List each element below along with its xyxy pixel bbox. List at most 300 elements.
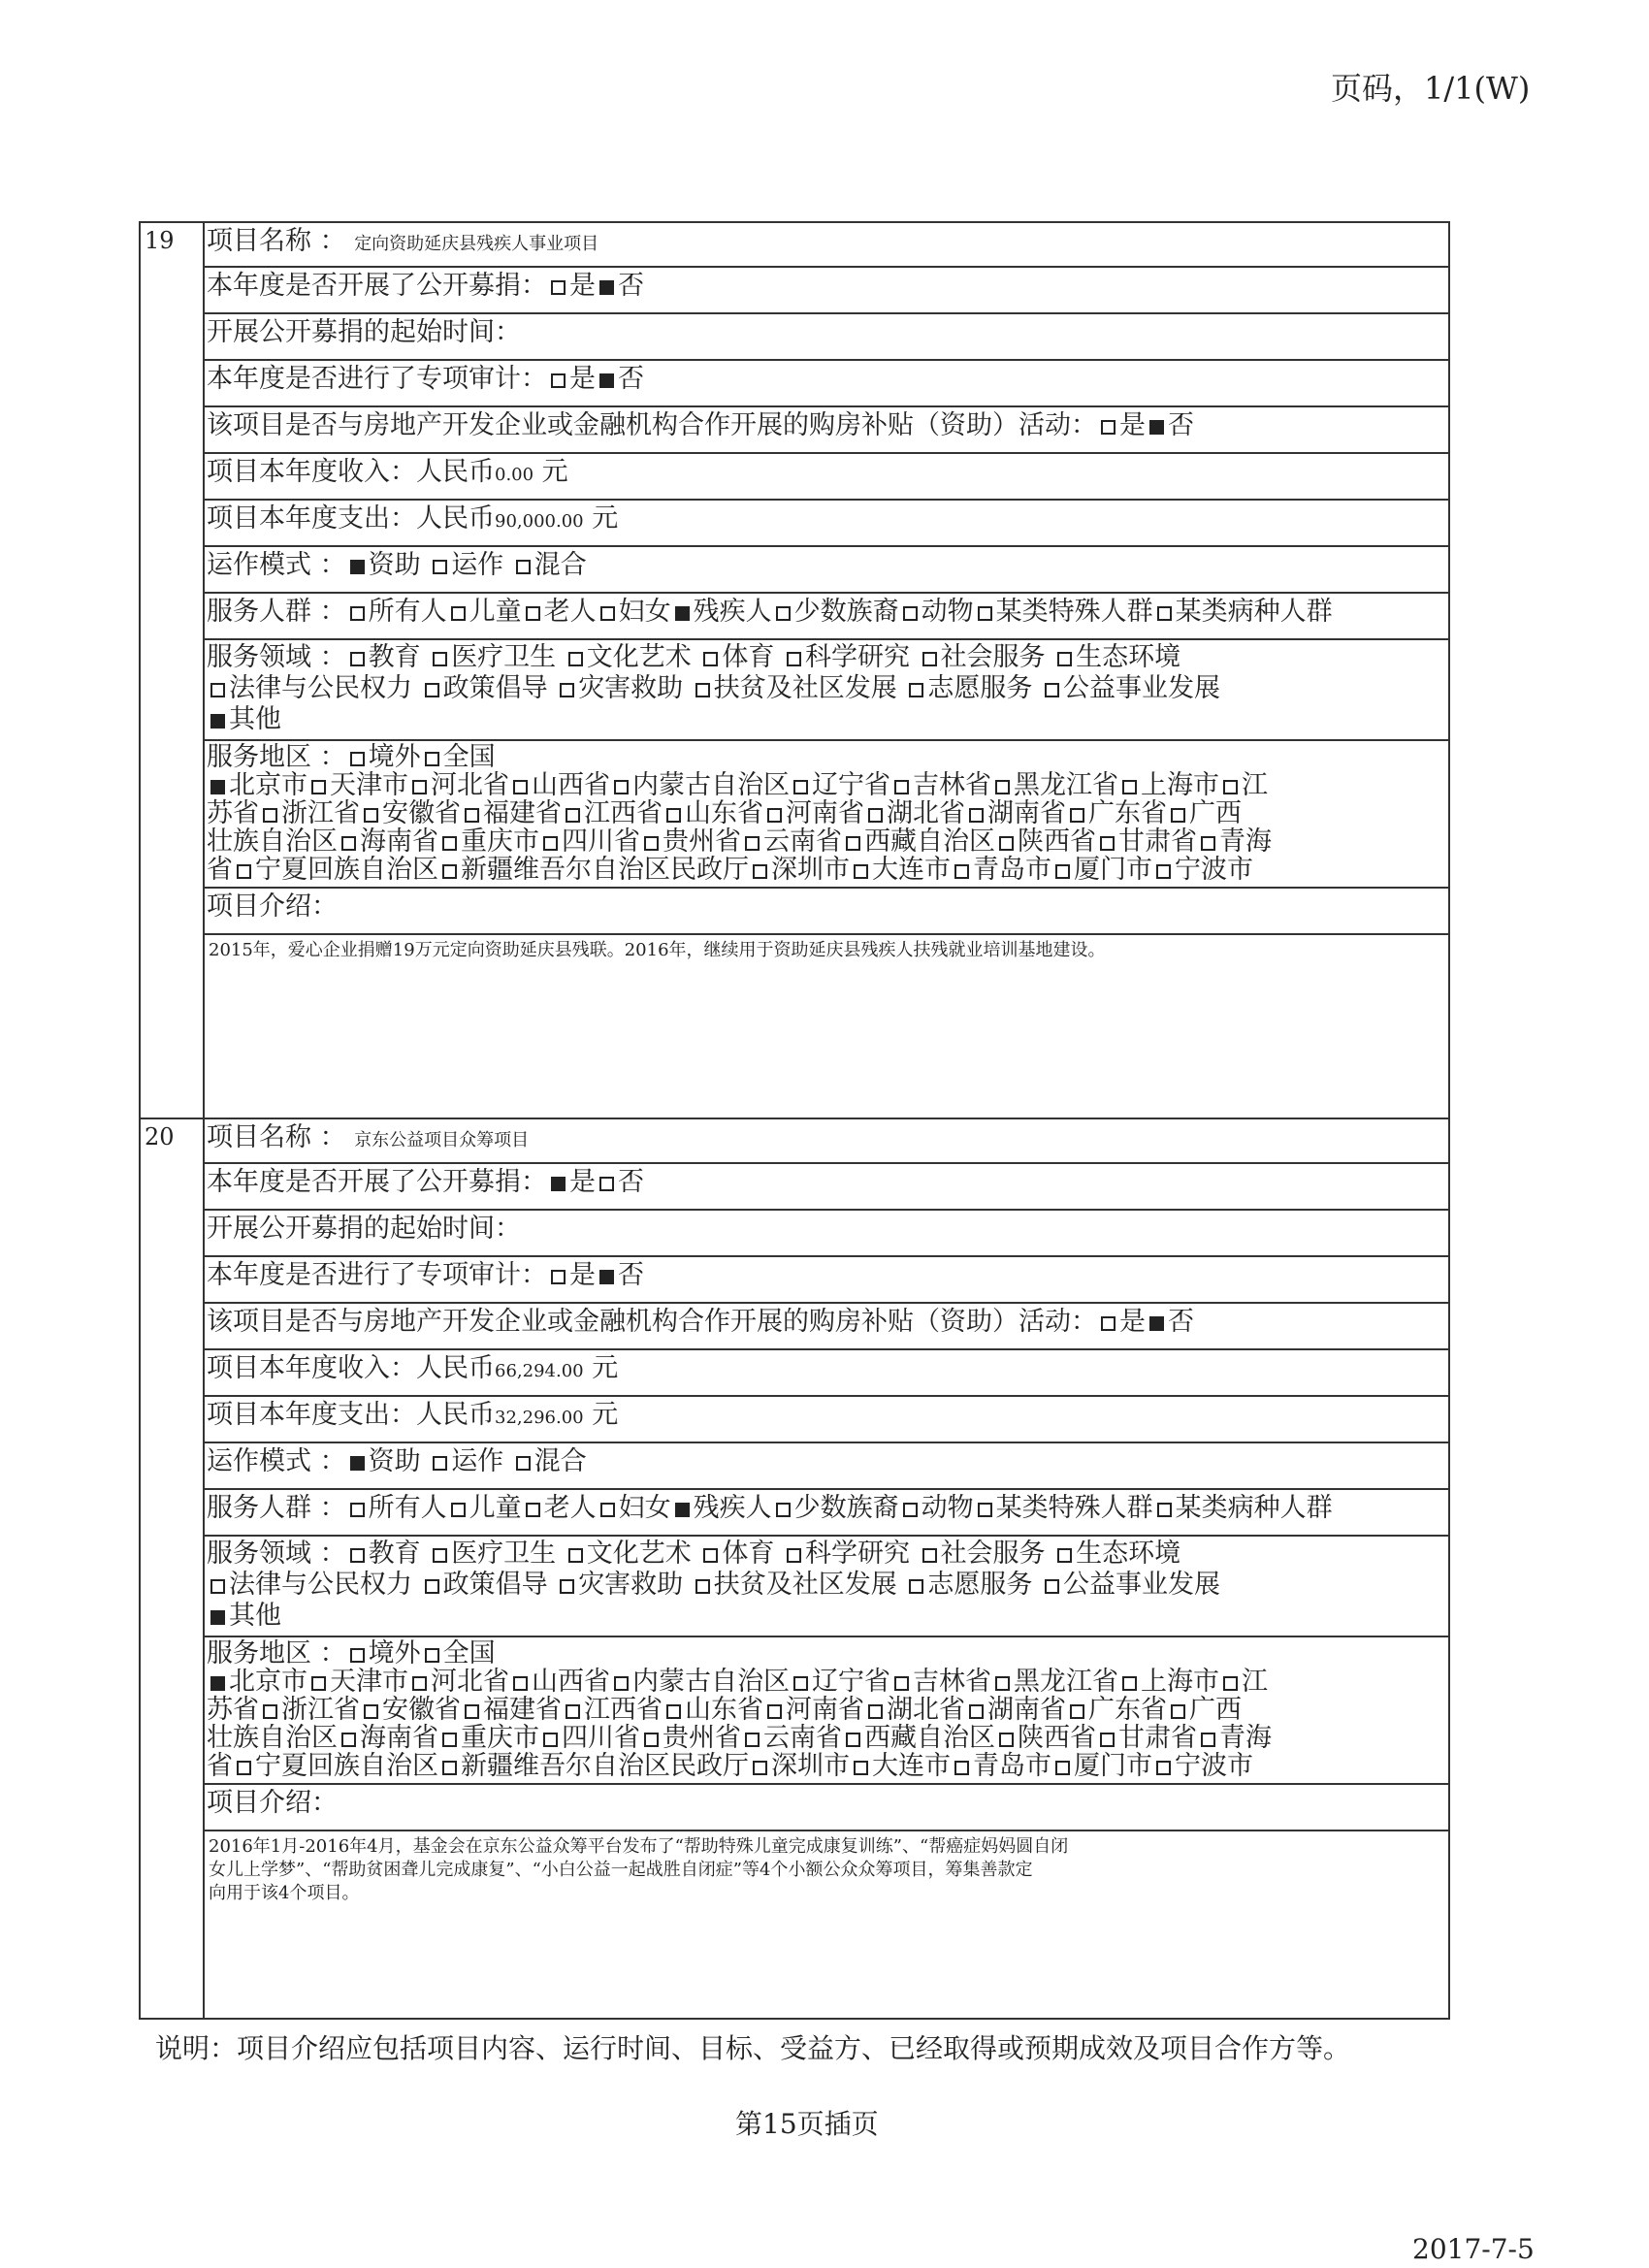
- field-row: [203, 1537, 1448, 1637]
- field-checkbox: [425, 1579, 439, 1594]
- region-checkbox: [425, 1648, 439, 1663]
- region-checkbox: [954, 1761, 969, 1775]
- project-table: [139, 1118, 1450, 2020]
- spacer: [534, 457, 542, 487]
- project-name-row: [203, 1119, 1448, 1164]
- unit-label: 元: [592, 503, 619, 534]
- crowd-option: 某类特殊人群: [995, 1493, 1153, 1523]
- region-option: 苏省: [207, 798, 259, 828]
- region-checkbox: [341, 836, 356, 851]
- region-checkbox: [854, 1761, 868, 1775]
- region-option: 黑龙江省: [1014, 770, 1118, 800]
- region-checkbox: [846, 1733, 860, 1747]
- project-name-row: [203, 223, 1448, 268]
- region-option: 黑龙江省: [1014, 1667, 1118, 1697]
- field-checkbox: [787, 652, 801, 666]
- region-checkbox: [237, 1761, 251, 1775]
- project-number: 19: [145, 227, 175, 254]
- region-checkbox: [894, 780, 909, 794]
- field-option: 医疗卫生: [451, 1539, 565, 1569]
- region-checkbox: [954, 864, 969, 879]
- mode-checkbox: [433, 1456, 447, 1471]
- mode-label: 运作模式 ：: [207, 550, 346, 580]
- region-option: 天津市: [330, 1667, 408, 1697]
- region-option: 内蒙古自治区: [632, 1667, 790, 1697]
- crowd-checkbox: [451, 606, 466, 621]
- region-checkbox: [442, 836, 457, 851]
- intro-text: 2016年1月-2016年4月，基金会在京东公益众筹平台发布了“帮助特殊儿童完成康复训练”、“帮癌症妈妈圆自闭 女儿上学梦”、“帮助贫困聋儿完成康复”、“小白公益一起战胜自闭症”等4个小额公众众筹项目，筹集善款定 向用于该4个项目。: [209, 1836, 1069, 1903]
- region-checkbox: [644, 1733, 659, 1747]
- page-code: 页码，1/1(W): [1331, 70, 1531, 107]
- region-option: 宁波市: [1175, 855, 1253, 885]
- region-option: 天津市: [330, 770, 408, 800]
- region-checkbox: [753, 864, 767, 879]
- yes-label: 是: [569, 271, 596, 301]
- income-value: 0.00: [495, 465, 534, 485]
- crowd-checkbox: [776, 606, 791, 621]
- fundraising-row: [203, 1164, 1448, 1211]
- region-option: 全国: [442, 1638, 496, 1669]
- housing-yes-checkbox: [1101, 420, 1116, 435]
- audit-no-checkbox: [599, 1270, 614, 1284]
- region-checkbox: [1171, 1704, 1185, 1719]
- region-checkbox: [644, 836, 659, 851]
- housing-no-checkbox: [1149, 1316, 1164, 1331]
- region-checkbox: [767, 1704, 782, 1719]
- field-checkbox: [560, 1579, 574, 1594]
- region-checkbox: [1055, 1761, 1070, 1775]
- region-option: 辽宁省: [812, 1667, 890, 1697]
- region-option: 广西: [1189, 798, 1242, 828]
- no-label: 否: [1168, 410, 1194, 440]
- region-checkbox: [1122, 1676, 1137, 1691]
- mode-option: 资助: [368, 1446, 430, 1476]
- region-checkbox: [1201, 836, 1215, 851]
- crowd-checkbox: [675, 606, 690, 621]
- expense-label: 项目本年度支出：: [207, 1400, 416, 1430]
- region-option: 浙江省: [281, 798, 360, 828]
- crowd-option: 动物: [921, 597, 974, 627]
- region-option: 北京市: [229, 770, 307, 800]
- housing-subsidy-label: 该项目是否与房地产开发企业或金融机构合作开展的购房补贴（资助）活动：: [207, 410, 1097, 440]
- crowd-checkbox: [978, 606, 992, 621]
- region-checkbox: [614, 780, 629, 794]
- region-checkbox: [425, 752, 439, 766]
- income-value: 66,294.00: [495, 1361, 584, 1381]
- crowd-checkbox: [350, 606, 365, 621]
- region-option: 陕西省: [1018, 826, 1096, 857]
- region-checkbox: [1100, 1733, 1115, 1747]
- region-option: 全国: [442, 742, 496, 772]
- region-checkbox: [1100, 836, 1115, 851]
- region-checkbox: [364, 1704, 378, 1719]
- region-option: 河南省: [786, 1695, 864, 1725]
- fundraising-label: 本年度是否开展了公开募捐：: [207, 1167, 547, 1197]
- audit-row: [203, 1257, 1448, 1304]
- field-option: 其他: [229, 704, 281, 734]
- mode-label: 运作模式 ：: [207, 1446, 346, 1476]
- field-option: 扶贫及社区发展: [713, 673, 906, 703]
- field-checkbox: [433, 1548, 447, 1563]
- field-line: [207, 673, 1444, 704]
- region-option: 安徽省: [382, 798, 461, 828]
- region-checkbox: [1070, 1704, 1084, 1719]
- intro-label-row: [203, 1785, 1448, 1831]
- no-label: 否: [1168, 1307, 1194, 1337]
- crowd-option: 某类病种人群: [1175, 597, 1333, 627]
- region-checkbox: [767, 808, 782, 823]
- fundraising-yes-checkbox: [551, 1177, 566, 1191]
- crowd-option: 儿童: [469, 597, 522, 627]
- region-checkbox: [995, 1676, 1010, 1691]
- crowd-checkbox: [776, 1503, 791, 1517]
- fundraising-yes-checkbox: [551, 280, 566, 295]
- field-option: 扶贫及社区发展: [713, 1570, 906, 1600]
- crowd-checkbox: [1157, 1503, 1172, 1517]
- field-checkbox: [922, 1548, 937, 1563]
- crowd-option: 妇女: [618, 1493, 671, 1523]
- housing-yes-checkbox: [1101, 1316, 1116, 1331]
- project-name-label: 项目名称 ：: [207, 226, 346, 256]
- region-line: [207, 799, 1444, 827]
- yes-label: 是: [569, 1260, 596, 1290]
- yes-label: 是: [1119, 1307, 1146, 1337]
- region-checkbox: [745, 1733, 760, 1747]
- region-row: [203, 1637, 1448, 1785]
- region-option: 苏省: [207, 1695, 259, 1725]
- field-line: [207, 642, 1444, 673]
- crowd-checkbox: [526, 606, 540, 621]
- income-label: 项目本年度收入：: [207, 457, 416, 487]
- project-number-column: [141, 223, 205, 1118]
- fundraising-row: [203, 268, 1448, 314]
- region-checkbox: [263, 1704, 277, 1719]
- field-option: 教育: [368, 1539, 430, 1569]
- field-label: 服务领域 ：: [207, 1539, 346, 1569]
- crowd-checkbox: [1157, 606, 1172, 621]
- region-option: 海南省: [360, 1723, 438, 1753]
- region-option: 山西省: [532, 1667, 610, 1697]
- income-row: [203, 1350, 1448, 1397]
- field-line: [207, 1601, 1444, 1632]
- region-option: 广东省: [1088, 1695, 1167, 1725]
- region-option: 河北省: [431, 770, 509, 800]
- field-checkbox: [210, 1610, 225, 1625]
- region-option: 内蒙古自治区: [632, 770, 790, 800]
- mode-row: [203, 1443, 1448, 1490]
- region-checkbox: [341, 1733, 356, 1747]
- region-label: 服务地区 ：: [207, 1638, 346, 1669]
- page-insert-label: 第15页插页: [735, 2108, 879, 2140]
- region-checkbox: [969, 1704, 984, 1719]
- crowd-option: 所有人: [368, 597, 447, 627]
- field-checkbox: [909, 683, 923, 697]
- intro-label-row: [203, 889, 1448, 935]
- spacer: [346, 1122, 355, 1152]
- field-checkbox: [1045, 1579, 1059, 1594]
- crowd-label: 服务人群 ：: [207, 1493, 346, 1523]
- field-option: 文化艺术: [586, 642, 700, 672]
- region-checkbox: [868, 1704, 883, 1719]
- field-line: [207, 1570, 1444, 1601]
- region-option: 甘肃省: [1118, 826, 1197, 857]
- crowd-option: 少数族裔: [793, 597, 899, 627]
- spacer: [584, 503, 593, 534]
- region-checkbox: [210, 780, 225, 794]
- housing-subsidy-row: [203, 1304, 1448, 1350]
- crowd-option: 老人: [543, 597, 597, 627]
- project-rows: [203, 223, 1448, 1118]
- region-option: 河南省: [786, 798, 864, 828]
- project-rows: [203, 1119, 1448, 2018]
- crowd-checkbox: [903, 1503, 918, 1517]
- field-checkbox: [560, 683, 574, 697]
- region-line: [207, 1639, 1444, 1668]
- fundraising-no-checkbox: [599, 280, 614, 295]
- field-checkbox: [1057, 1548, 1072, 1563]
- region-option: 山东省: [685, 798, 763, 828]
- field-checkbox: [210, 683, 225, 697]
- start-time-label: 开展公开募捐的起始时间：: [207, 317, 521, 347]
- crowd-label: 服务人群 ：: [207, 597, 346, 627]
- crowd-row: [203, 1490, 1448, 1537]
- region-option: 西藏自治区: [864, 826, 995, 857]
- field-line: [207, 704, 1444, 735]
- region-option: 广西: [1189, 1695, 1242, 1725]
- audit-row: [203, 361, 1448, 407]
- crowd-checkbox: [600, 606, 615, 621]
- region-line: [207, 856, 1444, 884]
- region-checkbox: [846, 836, 860, 851]
- expense-label: 项目本年度支出：: [207, 503, 416, 534]
- region-option: 湖北省: [887, 1695, 965, 1725]
- region-checkbox: [793, 1676, 808, 1691]
- region-option: 陕西省: [1018, 1723, 1096, 1753]
- region-checkbox: [543, 836, 558, 851]
- crowd-option: 所有人: [368, 1493, 447, 1523]
- region-option: 云南省: [763, 826, 842, 857]
- region-checkbox: [1223, 780, 1238, 794]
- region-option: 上海市: [1141, 1667, 1219, 1697]
- region-option: 贵州省: [663, 826, 741, 857]
- field-checkbox: [350, 652, 365, 666]
- mode-checkbox: [516, 560, 531, 574]
- region-option: 四川省: [562, 826, 640, 857]
- region-option: 云南省: [763, 1723, 842, 1753]
- crowd-option: 残疾人: [693, 1493, 772, 1523]
- region-checkbox: [969, 808, 984, 823]
- region-line: [207, 1668, 1444, 1696]
- footnote: 说明：项目介绍应包括项目内容、运行时间、目标、受益方、已经取得或预期成效及项目合作方等。: [155, 2032, 1351, 2064]
- region-checkbox: [442, 1761, 457, 1775]
- field-label: 服务领域 ：: [207, 642, 346, 672]
- field-checkbox: [1045, 683, 1059, 697]
- audit-no-checkbox: [599, 373, 614, 388]
- region-option: 湖北省: [887, 798, 965, 828]
- region-option: 厦门市: [1074, 1751, 1152, 1781]
- crowd-checkbox: [978, 1503, 992, 1517]
- region-checkbox: [237, 864, 251, 879]
- field-option: 志愿服务: [927, 673, 1041, 703]
- region-option: 壮族自治区: [207, 1723, 338, 1753]
- expense-value: 32,296.00: [495, 1408, 584, 1428]
- mode-row: [203, 547, 1448, 594]
- region-checkbox: [210, 1676, 225, 1691]
- crowd-option: 少数族裔: [793, 1493, 899, 1523]
- date-stamp: 2017-7-5: [1412, 2233, 1535, 2265]
- mode-checkbox: [433, 560, 447, 574]
- field-checkbox: [695, 683, 710, 697]
- income-label: 项目本年度收入：: [207, 1353, 416, 1383]
- region-checkbox: [513, 780, 528, 794]
- region-option: 宁夏回族自治区: [255, 1751, 438, 1781]
- region-line: [207, 827, 1444, 856]
- field-checkbox: [210, 1579, 225, 1594]
- field-option: 公益事业发展: [1062, 1570, 1220, 1600]
- crowd-checkbox: [903, 606, 918, 621]
- yes-label: 是: [569, 364, 596, 394]
- expense-row: [203, 1397, 1448, 1443]
- region-option: 海南省: [360, 826, 438, 857]
- field-checkbox: [210, 714, 225, 729]
- currency-label: 人民币: [416, 457, 495, 487]
- region-option: 辽宁省: [812, 770, 890, 800]
- region-option: 大连市: [872, 1751, 951, 1781]
- yes-label: 是: [569, 1167, 596, 1197]
- spacer: [584, 1353, 593, 1383]
- fundraising-label: 本年度是否开展了公开募捐：: [207, 271, 547, 301]
- crowd-checkbox: [600, 1503, 615, 1517]
- region-line: [207, 1752, 1444, 1780]
- housing-no-checkbox: [1149, 420, 1164, 435]
- region-checkbox: [263, 808, 277, 823]
- region-checkbox: [753, 1761, 767, 1775]
- field-checkbox: [425, 683, 439, 697]
- crowd-option: 某类特殊人群: [995, 597, 1153, 627]
- region-line: [207, 771, 1444, 799]
- crowd-option: 儿童: [469, 1493, 522, 1523]
- region-checkbox: [465, 1704, 479, 1719]
- region-option: 壮族自治区: [207, 826, 338, 857]
- crowd-checkbox: [350, 1503, 365, 1517]
- field-checkbox: [703, 1548, 718, 1563]
- field-option: 生态环境: [1076, 1539, 1181, 1569]
- field-line: [207, 1539, 1444, 1570]
- no-label: 否: [618, 271, 644, 301]
- field-option: 科学研究: [804, 642, 919, 672]
- no-label: 否: [618, 364, 644, 394]
- field-option: 法律与公民权力: [229, 1570, 421, 1600]
- crowd-row: [203, 594, 1448, 640]
- currency-label: 人民币: [416, 503, 495, 534]
- audit-label: 本年度是否进行了专项审计：: [207, 1260, 547, 1290]
- region-label: 服务地区 ：: [207, 742, 346, 772]
- audit-yes-checkbox: [551, 1270, 566, 1284]
- crowd-option: 妇女: [618, 597, 671, 627]
- housing-subsidy-label: 该项目是否与房地产开发企业或金融机构合作开展的购房补贴（资助）活动：: [207, 1307, 1097, 1337]
- region-option: 青岛市: [973, 855, 1051, 885]
- intro-label: 项目介绍：: [207, 891, 338, 922]
- field-checkbox: [695, 1579, 710, 1594]
- unit-label: 元: [592, 1400, 619, 1430]
- mode-checkbox: [350, 560, 365, 574]
- region-checkbox: [412, 780, 427, 794]
- region-option: 四川省: [562, 1723, 640, 1753]
- region-option: 省: [207, 1751, 233, 1781]
- region-option: 江西省: [584, 798, 663, 828]
- region-checkbox: [745, 836, 760, 851]
- unit-label: 元: [541, 457, 568, 487]
- expense-row: [203, 501, 1448, 547]
- region-checkbox: [1122, 780, 1137, 794]
- region-option: 上海市: [1141, 770, 1219, 800]
- intro-label: 项目介绍：: [207, 1788, 338, 1818]
- income-row: [203, 454, 1448, 501]
- region-option: 贵州省: [663, 1723, 741, 1753]
- region-checkbox: [311, 780, 326, 794]
- mode-checkbox: [350, 1456, 365, 1471]
- crowd-checkbox: [675, 1503, 690, 1517]
- field-option: 医疗卫生: [451, 642, 565, 672]
- region-checkbox: [868, 808, 883, 823]
- region-option: 山西省: [532, 770, 610, 800]
- crowd-option: 动物: [921, 1493, 974, 1523]
- currency-label: 人民币: [416, 1353, 495, 1383]
- region-option: 河北省: [431, 1667, 509, 1697]
- region-option: 吉林省: [913, 1667, 991, 1697]
- start-time-row: [203, 314, 1448, 361]
- field-option: 社会服务: [940, 1539, 1054, 1569]
- unit-label: 元: [592, 1353, 619, 1383]
- field-checkbox: [1057, 652, 1072, 666]
- project-name-value: 京东公益项目众筹项目: [354, 1130, 530, 1150]
- region-checkbox: [311, 1676, 326, 1691]
- region-option: 青岛市: [973, 1751, 1051, 1781]
- region-checkbox: [1201, 1733, 1215, 1747]
- region-option: 浙江省: [281, 1695, 360, 1725]
- region-option: 境外: [368, 742, 421, 772]
- region-line: [207, 743, 1444, 771]
- project-number-column: [141, 1119, 205, 2018]
- region-option: 江: [1242, 1667, 1268, 1697]
- field-checkbox: [703, 652, 718, 666]
- region-option: 大连市: [872, 855, 951, 885]
- field-checkbox: [433, 652, 447, 666]
- expense-value: 90,000.00: [495, 511, 584, 532]
- field-option: 生态环境: [1076, 642, 1181, 672]
- region-option: 山东省: [685, 1695, 763, 1725]
- region-option: 吉林省: [913, 770, 991, 800]
- field-row: [203, 640, 1448, 741]
- region-option: 青海: [1219, 1723, 1272, 1753]
- mode-option: 资助: [368, 550, 430, 580]
- field-checkbox: [568, 1548, 583, 1563]
- region-option: 境外: [368, 1638, 421, 1669]
- no-label: 否: [618, 1260, 644, 1290]
- region-checkbox: [894, 1676, 909, 1691]
- mode-option: 运作: [451, 1446, 512, 1476]
- field-option: 志愿服务: [927, 1570, 1041, 1600]
- region-checkbox: [666, 808, 681, 823]
- field-option: 科学研究: [804, 1539, 919, 1569]
- region-checkbox: [543, 1733, 558, 1747]
- spacer: [584, 1400, 593, 1430]
- project-table: [139, 221, 1450, 1119]
- region-row: [203, 741, 1448, 889]
- field-option: 体育: [722, 642, 783, 672]
- audit-label: 本年度是否进行了专项审计：: [207, 364, 547, 394]
- crowd-checkbox: [451, 1503, 466, 1517]
